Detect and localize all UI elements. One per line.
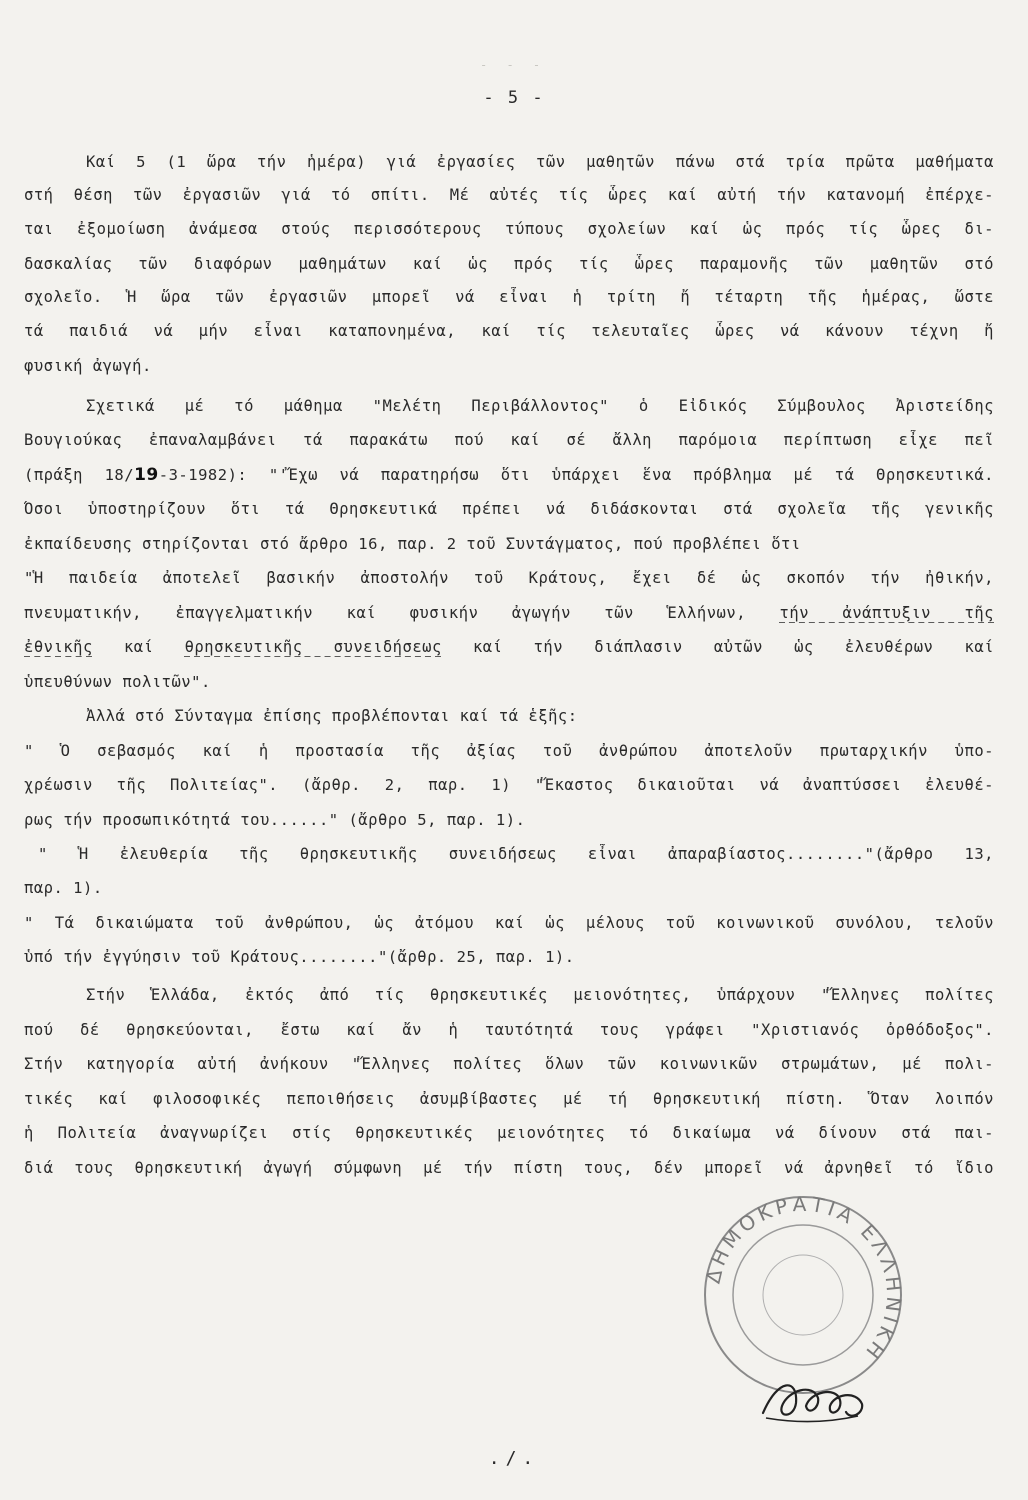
text-line [24, 465, 994, 485]
text-line [24, 947, 994, 967]
line-text: " Ἡ ἐλευθερία τῆς θρησκευτικῆς συνειδήσεως εἶναι ἀπαραβίαστος........"(ἄρθρο 13, [38, 845, 994, 863]
line-text: παρ. 1). [24, 879, 103, 897]
text-line [24, 185, 994, 205]
text-line [24, 1054, 994, 1074]
line-text: διά τους θρησκευτική ἀγωγή σύμφωνη μέ τήν πίστη τους, δέν μπορεῖ νά ἀρνηθεῖ τό ἴδιο [24, 1159, 994, 1177]
line-text: ὑπευθύνων πολιτῶν". [24, 673, 211, 691]
text-line [24, 534, 994, 554]
line-text: σχολεῖο. Ἡ ὥρα τῶν ἐργασιῶν μπορεῖ νά εἶναι ἡ τρίτη ἤ τέταρτη τῆς ἡμέρας, ὥστε [24, 288, 994, 306]
line-text: στή θέση τῶν ἐργασιῶν γιά τό σπίτι. Μέ αὐτές τίς ὧρες καί αὐτή τήν κατανομή ἐπέρχε- [24, 186, 994, 204]
line-text: ται ἐξομοίωση ἀνάμεσα στούς περισσότερους τύπους σχολείων καί ὡς πρός τίς ὧρες δι- [24, 220, 994, 238]
text-line [24, 219, 994, 239]
line-text: πού δέ θρησκεύονται, ἔστω καί ἄν ἡ ταυτότητά τους γράφει "Χριστιανός ὀρθόδοξος". [24, 1021, 994, 1039]
text-line [24, 152, 994, 172]
text-line [24, 1020, 994, 1040]
text-line [24, 1158, 994, 1178]
text-line [24, 287, 994, 307]
line-text: καί τήν διάπλασιν αὐτῶν ὡς ἐλευθέρων καί [441, 638, 994, 656]
line-text: τά παιδιά νά μήν εἶναι καταπονημένα, καί τίς τελευταῖες ὧρες νά κάνουν τέχνη ἤ [24, 322, 994, 340]
line-text: καί [92, 638, 185, 656]
underlined-text: θρησκευτικῆς συνειδήσεως [184, 638, 442, 656]
text-line [24, 568, 994, 588]
line-text: πνευματικήν, ἐπαγγελματικήν καί φυσικήν ἀγωγήν τῶν Ἑλλήνων, [24, 604, 780, 622]
text-line [24, 356, 994, 376]
line-text: Στήν Ἑλλάδα, ἐκτός ἀπό τίς θρησκευτικές μειονότητες, ὑπάρχουν "Ἕλληνες πολίτες [86, 986, 994, 1004]
underlined-text: ἐθνικῆς [24, 638, 93, 656]
scan-mark: - - - [480, 58, 547, 72]
line-text: χρέωσιν τῆς Πολιτείας". (ἄρθρ. 2, παρ. 1) "Ἕκαστος δικαιοῦται νά ἀναπτύσσει ἐλευθέ- [24, 776, 994, 794]
text-line [24, 1089, 994, 1109]
text-line [24, 637, 994, 657]
line-text: ἡ Πολιτεία ἀναγνωρίζει στίς θρησκευτικές μειονότητες τό δικαίωμα νά δίνουν στά παι- [24, 1124, 994, 1142]
signature [758, 1368, 868, 1430]
text-line [24, 1123, 994, 1143]
text-line [24, 706, 994, 726]
line-text: " Ὁ σεβασμός καί ἡ προστασία τῆς ἀξίας τοῦ ἀνθρώπου ἀποτελοῦν πρωταρχικήν ὑπο- [24, 742, 994, 760]
handwritten-correction: 19 [134, 465, 159, 485]
line-text: (πράξη 18/ [24, 466, 135, 484]
line-text: Στήν κατηγορία αὐτή ἀνήκουν "Ἕλληνες πολίτες ὅλων τῶν κοινωνικῶν στρωμάτων, μέ πολι- [24, 1055, 994, 1073]
line-text: ρως τήν προσωπικότητά του......" (ἄρθρο 5, παρ. 1). [24, 811, 526, 829]
line-text: ὑπό τήν ἐγγύησιν τοῦ Κράτους........"(ἄρθρ. 25, παρ. 1). [24, 948, 575, 966]
line-text: ἐκπαίδευσης στηρίζονται στό ἄρθρο 16, παρ. 2 τοῦ Συντάγματος, πού προβλέπει ὅτι [24, 535, 801, 553]
line-text: τικές καί φιλοσοφικές πεποιθήσεις ἀσυμβίβαστες μέ τή θρησκευτική πίστη. Ὅταν λοιπόν [24, 1090, 994, 1108]
text-line [24, 878, 994, 898]
line-text: φυσική ἀγωγή. [24, 357, 152, 375]
text-line [24, 985, 994, 1005]
line-text: Ὅσοι ὑποστηρίζουν ὅτι τά Θρησκευτικά πρέπει νά διδάσκονται στά σχολεῖα τῆς γενικῆς [24, 500, 994, 518]
line-text: Σχετικά μέ τό μάθημα "Μελέτη Περιβάλλοντος" ὁ Εἰδικός Σύμβουλος Ἀριστείδης [86, 397, 994, 415]
text-line [24, 775, 994, 795]
text-line [24, 396, 994, 416]
text-line [24, 254, 994, 274]
line-text: -3-1982): "'Ἔχω νά παρατηρήσω ὅτι ὑπάρχει ἕνα πρόβλημα μέ τά Θρησκευτικά. [158, 466, 994, 484]
underlined-text: τήν ἀνάπτυξιν τῆς [779, 604, 994, 622]
text-line [24, 603, 994, 623]
text-line [24, 672, 994, 692]
text-line [24, 913, 994, 933]
stamp-text: ΔΗΜΟΚΡΑΤΙΑ ΕΛΛΗΝΙΚΗ [700, 1192, 906, 1367]
line-text: δασκαλίας τῶν διαφόρων μαθημάτων καί ὡς πρός τίς ὧρες παραμονῆς τῶν μαθητῶν στό [24, 255, 994, 273]
text-line [24, 321, 994, 341]
text-line [24, 741, 994, 761]
text-line [24, 844, 994, 864]
line-text: Καί 5 (1 ὥρα τήν ἡμέρα) γιά ἐργασίες τῶν μαθητῶν πάνω στά τρία πρῶτα μαθήματα [86, 153, 994, 171]
line-text: " Τά δικαιώματα τοῦ ἀνθρώπου, ὡς ἀτόμου καί ὡς μέλους τοῦ κοινωνικοῦ συνόλου, τελοῦν [24, 914, 994, 932]
svg-text:ΔΗΜΟΚΡΑΤΙΑ ΕΛΛΗΝΙΚΗ [701, 1192, 906, 1367]
text-line [24, 430, 994, 450]
line-text: Ἀλλά στό Σύνταγμα ἐπίσης προβλέπονται καί τά ἑξῆς: [86, 707, 578, 725]
text-line [24, 810, 994, 830]
page-number: - 5 - [483, 88, 545, 108]
line-text: Βουγιούκας ἐπαναλαμβάνει τά παρακάτω πού καί σέ ἄλλη παρόμοια περίπτωση εἶχε πεῖ [24, 431, 994, 449]
line-text: "Ἡ παιδεία ἀποτελεῖ βασικήν ἀποστολήν τοῦ Κράτους, ἔχει δέ ὡς σκοπόν τήν ἠθικήν, [24, 569, 994, 587]
continuation-mark: ./. [488, 1448, 540, 1469]
text-line [24, 499, 994, 519]
